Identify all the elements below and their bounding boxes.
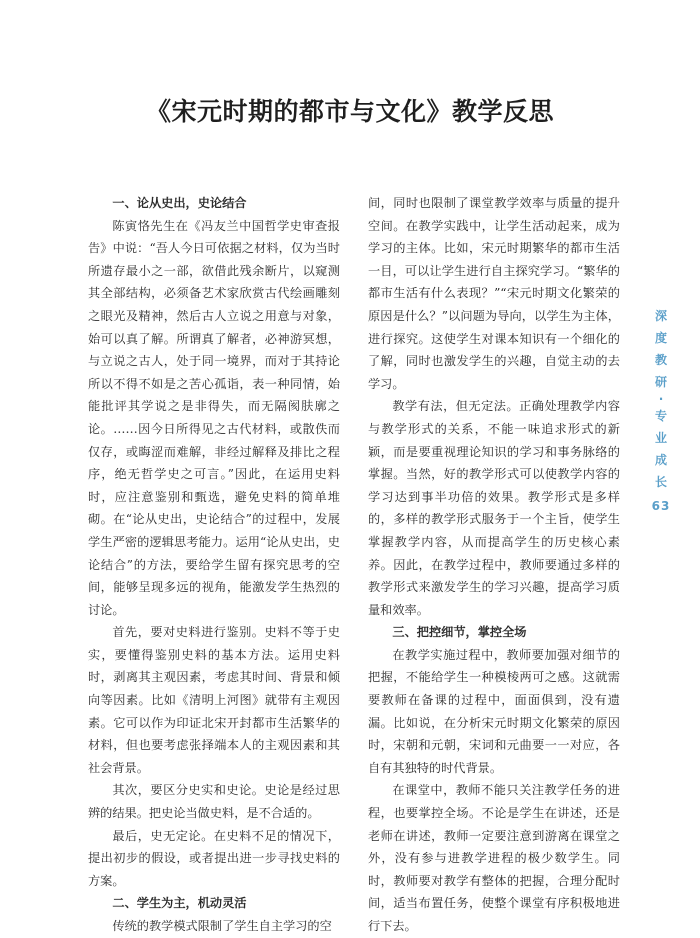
sidebar-char: 成: [654, 453, 667, 467]
sidebar-char: 教: [654, 353, 667, 367]
paragraph: 陈寅恪先生在《冯友兰中国哲学史审查报告》中说：“吾人今日可依据之材料，仅为当时所遗存最小之一部，欲借此残余断片，以窥测其全部结构，必须备艺术家欣赏古代绘画雕刻之眼光及精神，然后古人立说之用意与对象，始可以真了解。所谓真了解者，必神游冥想，与立说之古人，处于同一境界，而对于其持论所以不得不如是之苦心孤诣，表一种同情，始能批评其学说之是非得失，而无隔阂肤廓之论。……因今日所得见之古代材料，或散佚而仅存，或晦涩而难解，非经过解释及排比之程序，绝无哲学史之可言。”因此，在运用史料时，应注意鉴别和甄选，避免史料的简单堆砌。在“论从史出，史论结合”的过程中，发展学生严密的逻辑思考能力。运用“论从史出，史论结合”的方法，要给学生留有探究思考的空间，能够呈现多远的视角，能激发学生热烈的讨论。: [88, 218, 340, 617]
sidebar-char: 度: [654, 331, 667, 345]
sidebar-char: 深: [654, 309, 667, 323]
paragraph-continued: 间，同时也限制了课堂教学效率与质量的提升空间。在教学实践中，让学生活动起来，成为学习的主体。比如，宋元时期繁华的都市生活一目，可以让学生进行自主探究学习。“繁华的都市生活有什么表现？”“宋元时期文化繁荣的原因是什么？”以问题为导向，以学生为主体，进行探究。这使学生对课本知识有一个细化的了解，同时也激发学生的兴趣，自觉主动的去学习。: [368, 196, 620, 391]
section-sidebar: [646, 305, 676, 517]
sidebar-char: 专: [654, 409, 667, 423]
section-heading-3: 三、把控细节，掌控全场: [392, 625, 527, 640]
paragraph: 传统的教学模式限制了学生自主学习的空: [112, 919, 332, 933]
left-text-column: [88, 192, 340, 938]
page-number: 63: [651, 499, 671, 513]
sidebar-char: 研: [654, 375, 667, 389]
sidebar-separator: ·: [658, 392, 664, 406]
section-heading-2: 二、学生为主，机动灵活: [112, 896, 247, 911]
article-title: 《宋元时期的都市与文化》教学反思: [145, 97, 554, 126]
right-text-column: [368, 192, 620, 938]
paragraph: 最后，史无定论。在史料不足的情况下，提出初步的假设，或者提出进一步寻找史料的方案。: [88, 828, 340, 888]
paragraph: 在教学实施过程中，教师要加强对细节的把握，不能给学生一种模棱两可之感。这就需要教师在备课的过程中，面面俱到，没有遗漏。比如说，在分析宋元时期文化繁荣的原因时，宋朝和元朝，宋词和元曲要一一对应，各自有其独特的时代背景。: [368, 647, 620, 775]
paragraph: 首先，要对史料进行鉴别。史料不等于史实，要懂得鉴别史料的基本方法。运用史料时，剥离其主观因素，考虑其时间、背景和倾向等因素。比如《清明上河图》就带有主观因素。它可以作为印证北宋开封都市生活繁华的材料，但也要考虑张择端本人的主观因素和其社会背景。: [88, 625, 340, 775]
sidebar-char: 长: [654, 475, 667, 489]
paragraph: 其次，要区分史实和史论。史论是经过思辨的结果。把史论当做史料，是不合适的。: [88, 783, 340, 821]
section-heading-1: 一、论从史出，史论结合: [112, 196, 247, 210]
sidebar-char: 业: [654, 431, 667, 445]
paragraph: 在课堂中，教师不能只关注教学任务的进程，也要掌控全场。不论是学生在讲述，还是老师在讲述，教师一定要注意到游离在课堂之外，没有参与进教学进程的极少数学生。同时，教师要对教学有整体的把握，合理分配时间，适当布置任务，使整个课堂有序积极地进行下去。: [368, 783, 620, 933]
paragraph: 教学有法，但无定法。正确处理教学内容与教学形式的关系，不能一味追求形式的新颖，而是要重视理论知识的学习和事务脉络的掌握。当然，好的教学形式可以使教学内容的学习达到事半功倍的效果。教学形式是多样的，多样的教学形式服务于一个主旨，使学生掌握教学内容，从而提高学生的历史核心素养。因此，在教学过程中，教师要通过多样的教学形式来激发学生的学习兴趣，提高学习质量和效率。: [368, 399, 620, 617]
